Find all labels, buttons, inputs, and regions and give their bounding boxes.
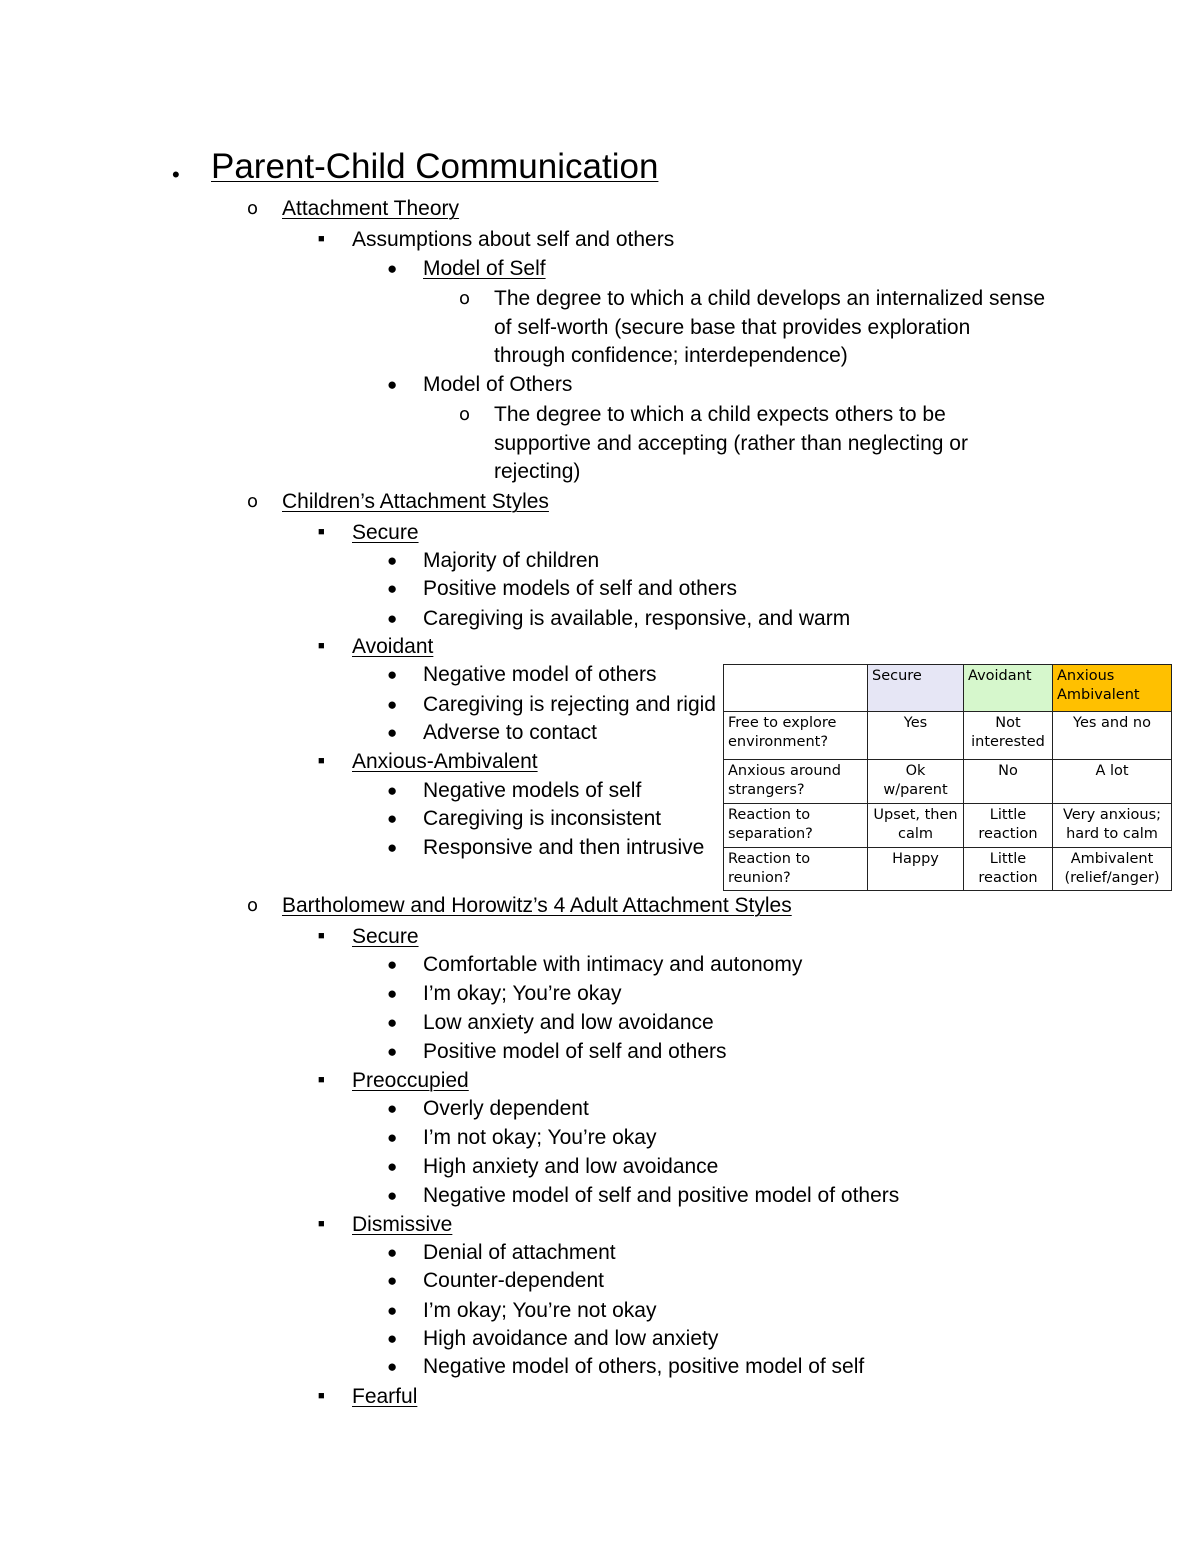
bullet-icon: ●: [387, 375, 398, 394]
bullet-icon: ●: [387, 579, 398, 598]
attachment-comparison-table: [723, 664, 1172, 891]
model-of-self-desc: through confidence; interdependence): [494, 344, 848, 367]
table-row: [724, 712, 1172, 760]
table-row-label: Reaction to reunion?: [724, 848, 868, 891]
table-header-secure: Secure: [868, 665, 964, 712]
table-cell: No: [964, 760, 1053, 804]
bullet-icon: ●: [387, 1099, 398, 1118]
table-row-label: Free to explore environment?: [724, 712, 868, 760]
bullet-icon: ●: [387, 1186, 398, 1205]
list-item: Positive model of self and others: [423, 1040, 727, 1063]
bullet-icon: ●: [387, 1243, 398, 1262]
list-item: Negative model of others: [423, 663, 657, 686]
square-bullet-icon: ■: [318, 755, 325, 767]
table-row: [724, 848, 1172, 891]
adult-fearful-heading: Fearful: [352, 1385, 418, 1408]
square-bullet-icon: ■: [318, 233, 325, 245]
table-cell: Yes: [868, 712, 964, 760]
list-item: I’m okay; You’re not okay: [423, 1299, 657, 1322]
table-cell: Little reaction: [964, 804, 1053, 848]
adult-dismissive-heading: Dismissive: [352, 1213, 453, 1236]
table-cell: Ambivalent (relief/anger): [1053, 848, 1172, 891]
list-item: Adverse to contact: [423, 721, 597, 744]
square-bullet-icon: ■: [318, 526, 325, 538]
bullet-icon: ●: [387, 838, 398, 857]
child-anxious-heading: Anxious-Ambivalent: [352, 750, 538, 773]
bullet-icon: ●: [387, 1042, 398, 1061]
table-cell: Yes and no: [1053, 712, 1172, 760]
table-row: [724, 760, 1172, 804]
bullet-icon: ●: [387, 723, 398, 742]
circle-bullet-icon: o: [247, 198, 259, 219]
list-item: Caregiving is available, responsive, and warm: [423, 607, 851, 630]
model-of-others-desc: rejecting): [494, 460, 581, 483]
child-secure-heading: Secure: [352, 521, 419, 544]
table-header-row: [724, 665, 1172, 712]
bullet-icon: ●: [387, 259, 398, 278]
list-item: Denial of attachment: [423, 1241, 616, 1264]
page-title: Parent-Child Communication: [211, 147, 659, 186]
bullet-icon: ●: [387, 695, 398, 714]
circle-bullet-icon: o: [459, 404, 471, 425]
table-header-anxious: Anxious Ambivalent: [1053, 665, 1172, 712]
list-item: Negative model of others, positive model of self: [423, 1355, 865, 1378]
list-item: Negative model of self and positive model of others: [423, 1184, 900, 1207]
list-item: Positive models of self and others: [423, 577, 737, 600]
model-of-others-heading: Model of Others: [423, 373, 573, 396]
circle-bullet-icon: o: [247, 491, 259, 512]
table-cell: Upset, then calm: [868, 804, 964, 848]
table-cell: Not interested: [964, 712, 1053, 760]
table-row: [724, 804, 1172, 848]
bullet-icon: ●: [387, 984, 398, 1003]
list-item: I’m not okay; You’re okay: [423, 1126, 657, 1149]
table-cell: Little reaction: [964, 848, 1053, 891]
list-item: Counter-dependent: [423, 1269, 604, 1292]
model-of-self-desc: of self-worth (secure base that provides exploration: [494, 316, 971, 339]
bullet-icon: ●: [387, 809, 398, 828]
model-of-self-heading: Model of Self: [423, 257, 546, 280]
table-cell: Happy: [868, 848, 964, 891]
model-of-others-desc: supportive and accepting (rather than neglecting or: [494, 432, 968, 455]
adult-preoccupied-heading: Preoccupied: [352, 1069, 469, 1092]
bullet-icon: ●: [387, 1013, 398, 1032]
assumptions-item: Assumptions about self and others: [352, 228, 675, 251]
circle-bullet-icon: o: [459, 288, 471, 309]
table-cell: Ok w/parent: [868, 760, 964, 804]
square-bullet-icon: ■: [318, 1218, 325, 1230]
heading-children-attachment-styles: Children’s Attachment Styles: [282, 490, 549, 513]
table-cell: Very anxious; hard to calm: [1053, 804, 1172, 848]
bullet-icon: ●: [387, 1329, 398, 1348]
table-row-label: Anxious around strangers?: [724, 760, 868, 804]
square-bullet-icon: ■: [318, 930, 325, 942]
table-row-label: Reaction to separation?: [724, 804, 868, 848]
list-item: Majority of children: [423, 549, 600, 572]
list-item: Comfortable with intimacy and autonomy: [423, 953, 803, 976]
bullet-icon: ●: [387, 1128, 398, 1147]
bullet-icon: ●: [387, 781, 398, 800]
circle-bullet-icon: o: [247, 895, 259, 916]
list-item: Low anxiety and low avoidance: [423, 1011, 714, 1034]
model-of-others-desc: The degree to which a child expects others to be: [494, 403, 946, 426]
heading-attachment-theory: Attachment Theory: [282, 197, 460, 220]
table-header-cell: [724, 665, 868, 712]
heading-adult-attachment-styles: Bartholomew and Horowitz’s 4 Adult Attachment Styles: [282, 894, 792, 917]
adult-secure-heading: Secure: [352, 925, 419, 948]
list-item: Caregiving is inconsistent: [423, 807, 662, 830]
bullet-icon: ●: [387, 665, 398, 684]
square-bullet-icon: ■: [318, 1390, 325, 1402]
list-item: Negative models of self: [423, 779, 642, 802]
list-item: I’m okay; You’re okay: [423, 982, 622, 1005]
bullet-icon: ●: [387, 955, 398, 974]
table-cell: A lot: [1053, 760, 1172, 804]
list-item: High anxiety and low avoidance: [423, 1155, 719, 1178]
model-of-self-desc: The degree to which a child develops an internalized sense: [494, 287, 1046, 310]
bullet-icon: ●: [387, 1271, 398, 1290]
bullet-icon: ●: [387, 609, 398, 628]
bullet-icon: ●: [387, 1157, 398, 1176]
square-bullet-icon: ■: [318, 640, 325, 652]
list-item: High avoidance and low anxiety: [423, 1327, 719, 1350]
bullet-icon: •: [172, 162, 180, 187]
bullet-icon: ●: [387, 1301, 398, 1320]
square-bullet-icon: ■: [318, 1074, 325, 1086]
list-item: Responsive and then intrusive: [423, 836, 705, 859]
list-item: Overly dependent: [423, 1097, 589, 1120]
bullet-icon: ●: [387, 551, 398, 570]
child-avoidant-heading: Avoidant: [352, 635, 434, 658]
list-item: Caregiving is rejecting and rigid: [423, 693, 716, 716]
bullet-icon: ●: [387, 1357, 398, 1376]
table-header-avoidant: Avoidant: [964, 665, 1053, 712]
